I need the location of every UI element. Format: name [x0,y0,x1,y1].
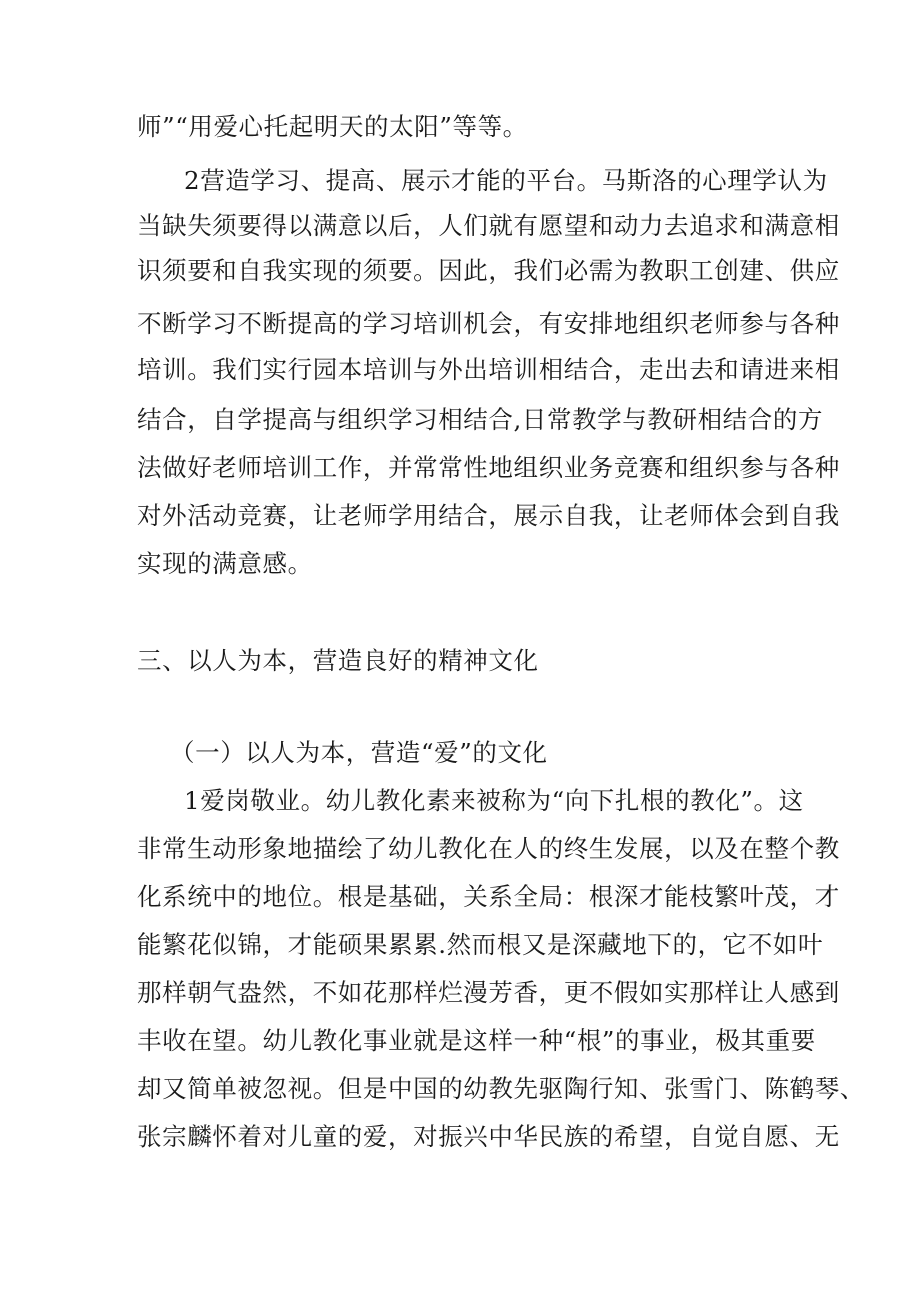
paragraph-line: 结合，自学提高与组织学习相结合,日常教学与教研相结合的方 [137,405,824,434]
paragraph-line: 对外活动竞赛，让老师学用结合，展示自我，让老师体会到自我 [137,501,840,530]
paragraph-line: 化系统中的地位。根是基础，关系全局：根深才能枝繁叶茂，才 [137,882,840,911]
subsection-heading: （一）以人为本，营造“爱”的文化 [170,738,548,767]
paragraph-line: 不断学习不断提高的学习培训机会，有安排地组织老师参与各种 [137,309,840,338]
paragraph-line: 丰收在望。幼儿教化事业就是这样一种“根”的事业，极其重要 [137,1026,816,1055]
paragraph-line: 师”“用爱心托起明天的太阳”等等。 [137,112,528,141]
paragraph-line: 张宗麟怀着对儿童的爱，对振兴中华民族的希望，自觉自愿、无 [137,1122,840,1151]
paragraph-line: 那样朝气盎然，不如花那样烂漫芳香，更不假如实那样让人感到 [137,978,840,1007]
paragraph-line: 法做好老师培训工作，并常常性地组织业务竞赛和组织参与各种 [137,453,840,482]
paragraph-line: 却又简单被忽视。但是中国的幼教先驱陶行知、张雪门、陈鹤琴、 [137,1074,865,1103]
paragraph-line: 非常生动形象地描绘了幼儿教化在人的终生发展，以及在整个教 [137,834,840,863]
section-heading: 三、以人为本，营造良好的精神文化 [137,646,539,675]
paragraph-line: 能繁花似锦，才能硕果累累.然而根又是深藏地下的，它不如叶 [137,930,824,959]
paragraph-line: 当缺失须要得以满意以后，人们就有愿望和动力去追求和满意相 [137,211,840,240]
paragraph-line: 2营造学习、提高、展示才能的平台。马斯洛的心理学认为 [184,166,828,195]
paragraph-line: 识须要和自我实现的须要。因此，我们必需为教职工创建、供应 [137,256,840,285]
paragraph-line: 1爱岗敬业。幼儿教化素来被称为“向下扎根的教化”。这 [184,786,804,815]
paragraph-line: 培训。我们实行园本培训与外出培训相结合，走出去和请进来相 [137,355,840,384]
paragraph-line: 实现的满意感。 [137,549,313,578]
